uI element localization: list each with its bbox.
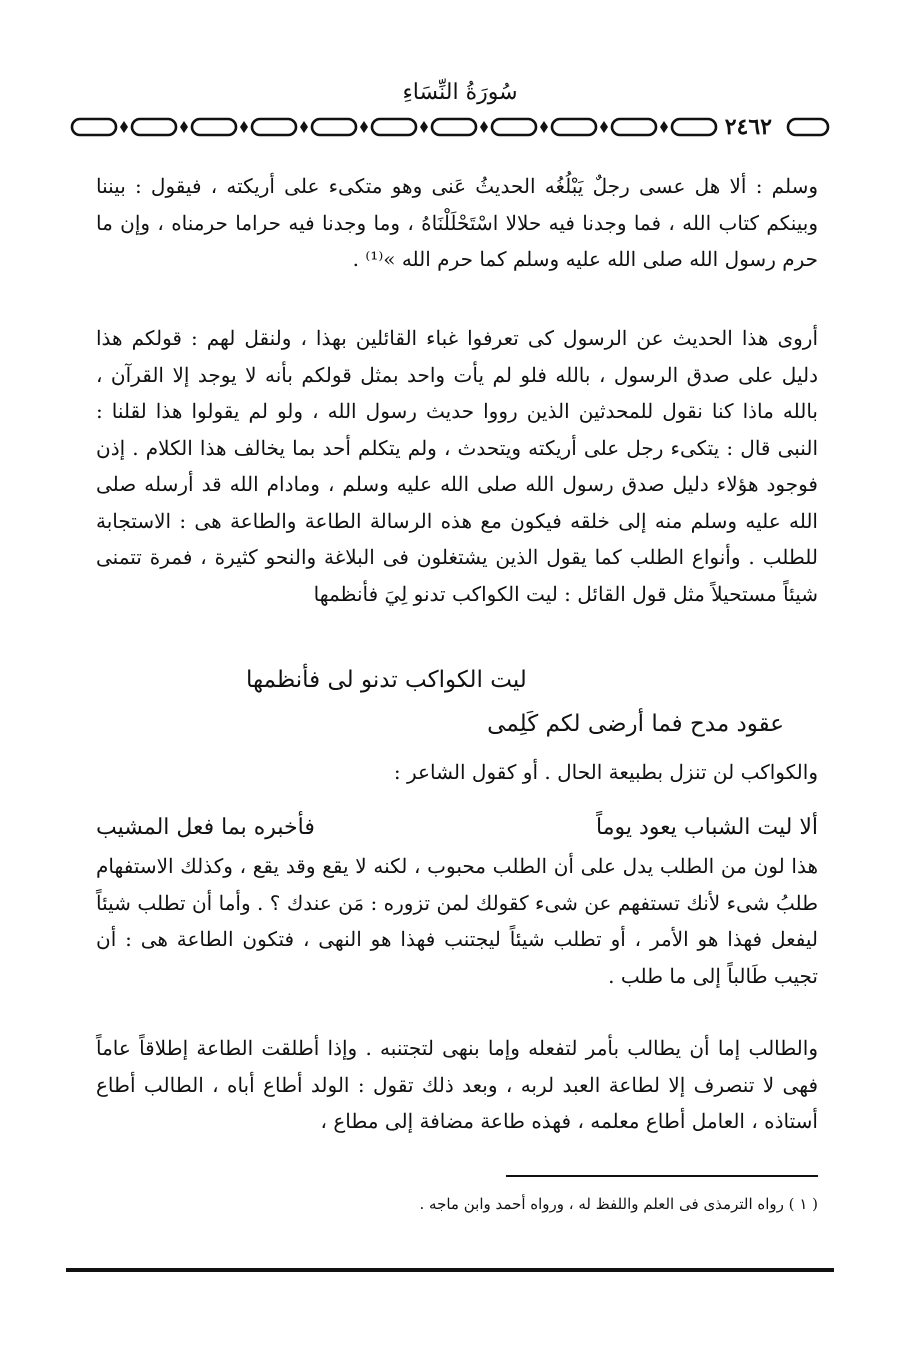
- verse-line: ليت الكواكب تدنو لى فأنظمها: [246, 667, 527, 693]
- verse-row: [96, 808, 818, 848]
- page-number: ٢٤٦٢: [719, 112, 778, 142]
- bottom-rule: [66, 1268, 834, 1272]
- paragraph-hadith-end: وسلم : ألا هل عسى رجلٌ يَبْلُغُه الحديثُ عَنى وهو متكىء على أريكته ، فيقول : بيننا وبينكم كتاب الله ، فما وجدنا فيه حلالا اسْتَحْلَلْنَاهُ ، وما وجدنا فيه حراما حرمناه ، وإن ما حرم رسول الله صلى الله عليه وسلم كما حرم الله »⁽¹⁾ .: [96, 174, 818, 271]
- verse-hemistich-first: ألا ليت الشباب يعود يوماً: [596, 815, 818, 840]
- footnote-divider: [506, 1175, 818, 1177]
- ornament-chain-icon: [70, 112, 830, 142]
- verse-line: عقود مدح فما أرضى لكم كَلِمى: [487, 711, 784, 737]
- surah-title: سُورَةُ النِّسَاءِ: [402, 80, 518, 105]
- verse-hemistich-second: فأخبره بما فعل المشيب: [96, 815, 315, 840]
- paragraph-request-types: هذا لون من الطلب يدل على أن الطلب محبوب ، لكنه لا يقع وقد يقع ، وكذلك الاستفهام طلبُ شىء لأنك تستفهم عن شىء كقولك لمن تزوره : مَن عندك ؟ . وأما أن تطلب شيئاً ليفعل فهذا هو الأمر ، أو تطلب شيئاً ليجتنب فهذا هو النهى ، فتكون الطاعة هى : أن تجيب طَالباً إلى ما طلب .: [96, 854, 818, 988]
- paragraph-obedience: أروى هذا الحديث عن الرسول كى تعرفوا غباء القائلين بهذا ، ولنقل لهم : قولكم هذا دليل على صدق الرسول ، بالله فلو لم يأت واحد بمثل قولكم بأنه لا يوجد إلا القرآن ، بالله ماذا كنا نقول للمحدثين الذين رووا حديث رسول الله ، ولو لم يقولوا هذا لقلنا : النبى قال : يتكىء رجل على أريكته ويتحدث ، ولم يتكلم أحد بما يخالف هذا الكلام . إذن فوجود هؤلاء دليل صدق رسول الله صلى الله عليه وسلم ، ومادام الله قد أرسله صلى الله عليه وسلم منه إلى خلقه فيكون مع هذه الرسالة الطاعة والطاعة هى : الاستجابة للطلب . وأنواع الطلب كما يقول الذين يشتغلون فى البلاغة والنحو كثيرة ، فمرة تتمنى شيئاً مستحيلاً مثل قول القائل : ليت الكواكب تدنو لِيَ فأنظمها: [96, 326, 818, 606]
- header-ornament-band: [70, 112, 830, 142]
- footnote: ( ١ ) رواه الترمذى فى العلم واللفظ له ، ورواه أحمد وابن ماجه .: [419, 1195, 818, 1213]
- paragraph-seeker: والطالب إما أن يطالب بأمر لتفعله وإما بنهى لتجتنبه . وإذا أطلقت الطاعة إطلاقاً عاماً فهى لا تنصرف إلا لطاعة العبد لربه ، وبعد ذلك تقول : الولد أطاع أباه ، الطالب أطاع أستاذه ، العامل أطاع معلمه ، فهذه طاعة مضافة إلى مطاع ،: [96, 1036, 818, 1133]
- paragraph-stars-comment: والكواكب لن تنزل بطبيعة الحال . أو كقول الشاعر :: [393, 760, 818, 784]
